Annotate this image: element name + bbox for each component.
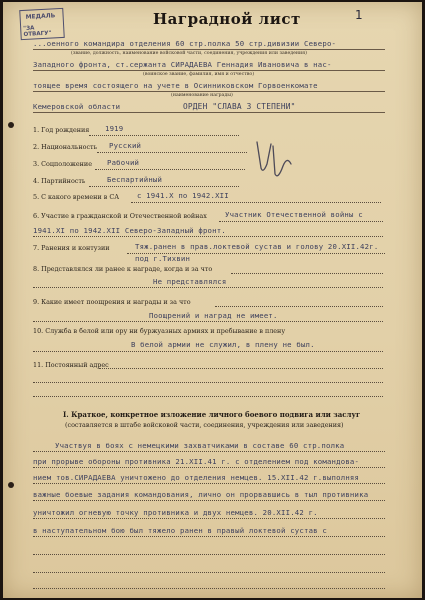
field-10-label: 10. Служба в белой или ору ни буржуазных армиях и пребывание в плену	[33, 327, 286, 335]
narrative-underline-6	[33, 536, 385, 537]
intro-line-2: Западного фронта, ст.сержанта СИРАДАЕВА Геннадия Ивановича в нас-	[33, 60, 332, 69]
field-5-value: с 1941.X по 1942.XII	[137, 191, 229, 200]
narrative-underline-7	[33, 554, 385, 555]
field-6-value-2: 1941.XI по 1942.XII Северо-Западный фронт.	[33, 226, 226, 235]
medal-stamp	[19, 8, 65, 40]
section-subheading: (составляется в штабе войсковой части, соединения, учреждения или заведения)	[65, 421, 344, 429]
stamp-line-1: МЕДАЛЬ	[25, 12, 56, 21]
field-9-label: 9. Какие имеет поощрения и награды и за что	[33, 298, 191, 306]
intro-caption-3: (наименование награды)	[171, 93, 233, 98]
field-7-value-2: под г.Тихвин	[135, 254, 191, 263]
field-5-label: 5. С какого времени в СА	[33, 193, 120, 201]
field-6-value-1: Участник Отечественной войны с	[225, 210, 363, 219]
field-5-line	[131, 202, 381, 203]
intro-line-1: ...оенного командира отделения 60 стр.полка 50 стр.дивизии Северо-	[33, 39, 337, 48]
field-9-value: Поощрений и наград не имеет.	[149, 311, 278, 320]
punch-hole-bottom	[8, 482, 14, 488]
field-3-label: 3. Соцположение	[33, 160, 92, 168]
award-name: ОРДЕН "СЛАВА 3 СТЕПЕНИ"	[183, 102, 296, 111]
narrative-underline-9	[33, 588, 385, 589]
intro-caption-2: (воинское звание, фамилия, имя и отчество)	[143, 72, 255, 77]
field-9-line-2	[33, 321, 383, 322]
narrative-line-5: уничтожил огневую точку противника и двух немцев. 20.XII.42 г.	[33, 508, 318, 517]
field-8-line-2	[33, 287, 383, 288]
field-4-value: Беспартийный	[107, 175, 163, 184]
field-3-value: Рабочий	[107, 158, 140, 167]
field-10-value: В белой армии не служил, в плену не был.	[131, 340, 315, 349]
field-2-label: 2. Национальность	[33, 143, 98, 151]
intro-underline-2	[33, 70, 385, 71]
section-heading: I. Краткое, конкретное изложение личного боевого подвига или заслуг	[63, 410, 361, 419]
field-11-line-2	[33, 382, 383, 383]
page-number: 1	[355, 8, 363, 22]
page-title: Наградной лист	[153, 10, 301, 28]
field-7-value-1: Тяж.ранен в прав.локтевой сустав и голову 20.XII.42г.	[135, 242, 379, 251]
intro-underline-1	[33, 49, 385, 50]
narrative-line-1: Участвуя в боях с немецкими захватчиками в составе 60 стр.полка	[55, 441, 345, 450]
intro-caption-1: (звание, должность, наименование войсковой части, соединения, учреждения или заведения)	[71, 51, 307, 56]
narrative-underline-4	[33, 500, 385, 501]
narrative-underline-5	[33, 518, 385, 519]
field-10-line	[33, 351, 383, 352]
field-4-label: 4. Партийность	[33, 177, 86, 185]
field-1-label: 1. Год рождения	[33, 126, 90, 134]
field-2-line	[97, 152, 247, 153]
field-8-value: Не представлялся	[153, 277, 227, 286]
handwritten-signature-mark	[251, 134, 299, 184]
field-1-value: 1919	[105, 124, 124, 133]
stamp-line-2: "ЗА ОТВАГУ"	[23, 25, 52, 38]
field-6-label: 6. Участие в гражданской и Отечественной войнах	[33, 212, 207, 220]
field-8-label: 8. Представлялся ли ранее к награде, когда и за что	[33, 265, 213, 273]
intro-underline-4	[33, 112, 385, 113]
narrative-underline-8	[33, 572, 385, 573]
intro-line-4: Кемеровской области	[33, 102, 121, 111]
intro-underline-3	[33, 91, 385, 92]
field-11-line-3	[33, 396, 383, 397]
field-4-line	[89, 186, 239, 187]
narrative-underline-2	[33, 467, 385, 468]
narrative-line-4: важные боевые задания командования, лично он прорвавшись в тыл противника	[33, 490, 369, 499]
narrative-line-6: в наступательном бою был тяжело ранен в правый локтевой сустав с	[33, 526, 327, 535]
field-3-line	[95, 169, 245, 170]
field-2-value: Русский	[109, 141, 142, 150]
field-11-line-1	[99, 368, 383, 369]
field-1-line	[89, 135, 239, 136]
punch-hole-top	[8, 122, 14, 128]
field-11-label: 11. Постоянный адрес	[33, 361, 109, 369]
field-8-line-1	[231, 273, 383, 274]
award-sheet	[3, 2, 422, 598]
narrative-line-2: при прорыве обороны противника 21.XII.41 г. с отделением под командова-	[33, 457, 360, 466]
narrative-line-3: нием тов.СИРАДАЕВА уничтожено до отделения немцев. 15.XII.42 г.выполняя	[33, 473, 360, 482]
field-7-label: 7. Ранения и контузии	[33, 244, 110, 252]
intro-line-3: тоящее время состоящего на учете в Осинниковском Горвоенкомате	[33, 81, 318, 90]
field-6-line-1	[219, 221, 383, 222]
field-9-line-1	[215, 306, 383, 307]
narrative-underline-1	[33, 451, 385, 452]
field-6-line-2	[33, 236, 383, 237]
narrative-underline-3	[33, 483, 385, 484]
